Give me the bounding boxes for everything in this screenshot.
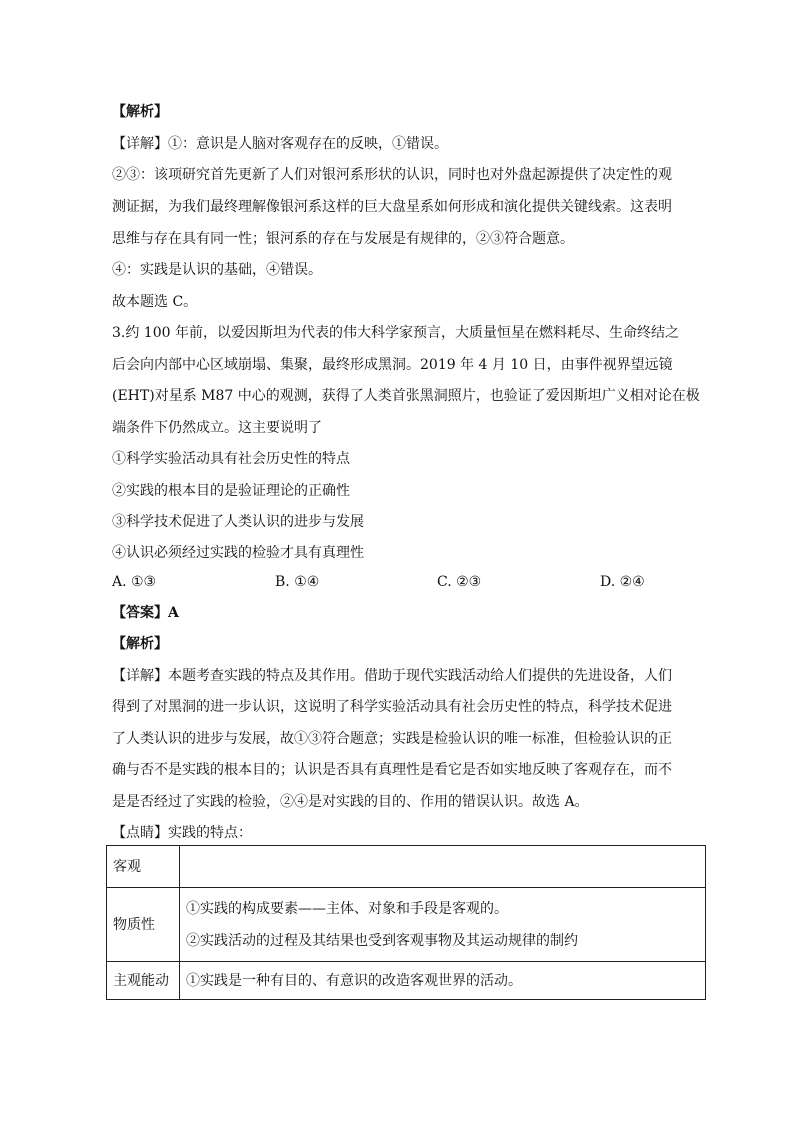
text-line: 后会向内部中心区域崩塌、集聚，最终形成黑洞。2019 年 4 月 10 日，由事件视界望远镜 — [112, 357, 673, 373]
text-line: ②实践的根本目的是验证理论的正确性 — [112, 483, 350, 499]
table-value-line: ①实践是一种有目的、有意识的改造客观世界的活动。 — [186, 972, 522, 989]
text-line: ④：实践是认识的基础，④错误。 — [112, 262, 322, 278]
text-line: 【解析】 — [112, 104, 168, 120]
text-line: 3.约 100 年前，以爱因斯坦为代表的伟大科学家预言，大质量恒星在燃料耗尽、生命终结之 — [112, 325, 679, 341]
text-line: 确与否不是实践的根本目的；认识是否具有真理性是看它是否如实地反映了客观存在，而不 — [112, 762, 672, 778]
practice-features-table — [106, 845, 706, 1000]
option-c: C. ②③ — [437, 574, 482, 590]
option-d: D. ②④ — [600, 574, 645, 590]
table-value-cell — [180, 846, 706, 888]
text-line: 测证据，为我们最终理解像银河系这样的巨大盘星系如何形成和演化提供关键线索。这表明 — [112, 199, 672, 215]
text-line: 了人类认识的进步与发展，故①③符合题意；实践是检验认识的唯一标准，但检验认识的正 — [112, 731, 672, 747]
option-a: A. ①③ — [112, 574, 157, 590]
table-key-cell: 物质性 — [107, 888, 180, 962]
text-line: 【解析】 — [112, 636, 168, 652]
text-line: 思维与存在具有同一性；银河系的存在与发展是有规律的，②③符合题意。 — [112, 231, 574, 247]
text-line: ④认识必须经过实践的检验才具有真理性 — [112, 545, 364, 561]
text-line: 【详解】①：意识是人脑对客观存在的反映，①错误。 — [112, 136, 448, 152]
text-line: 【详解】本题考查实践的特点及其作用。借助于现代实践活动给人们提供的先进设备，人们 — [112, 668, 672, 684]
table-row — [107, 888, 706, 962]
text-line: 【答案】A — [112, 605, 179, 621]
text-line: ①科学实验活动具有社会历史性的特点 — [112, 451, 350, 467]
text-line: 端条件下仍然成立。这主要说明了 — [112, 420, 322, 436]
table-key-cell: 客观 — [107, 846, 180, 888]
table-value-cell — [180, 888, 706, 962]
text-line: 故本题选 C。 — [112, 294, 198, 310]
table-row — [107, 962, 706, 1000]
table-value-cell — [180, 962, 706, 1000]
text-line: 是是否经过了实践的检验，②④是对实践的目的、作用的错误认识。故选 A。 — [112, 794, 589, 810]
text-line: (EHT)对星系 M87 中心的观测，获得了人类首张黑洞照片，也验证了爱因斯坦广义相对论在极 — [112, 388, 700, 404]
table-row — [107, 846, 706, 888]
table-value-line: ①实践的构成要素——主体、对象和手段是客观的。 — [186, 900, 508, 917]
text-line: ③科学技术促进了人类认识的进步与发展 — [112, 514, 364, 530]
text-line: 得到了对黑洞的进一步认识，这说明了科学实验活动具有社会历史性的特点，科学技术促进 — [112, 699, 672, 715]
text-line: ②③：该项研究首先更新了人们对银河系形状的认识，同时也对外盘起源提供了决定性的观 — [112, 167, 672, 183]
option-b: B. ①④ — [275, 574, 320, 590]
text-line: 【点睛】实践的特点： — [112, 825, 252, 841]
table-value-line: ②实践活动的过程及其结果也受到客观事物及其运动规律的制约 — [186, 932, 578, 949]
table-key-cell: 主观能动 — [107, 962, 180, 1000]
